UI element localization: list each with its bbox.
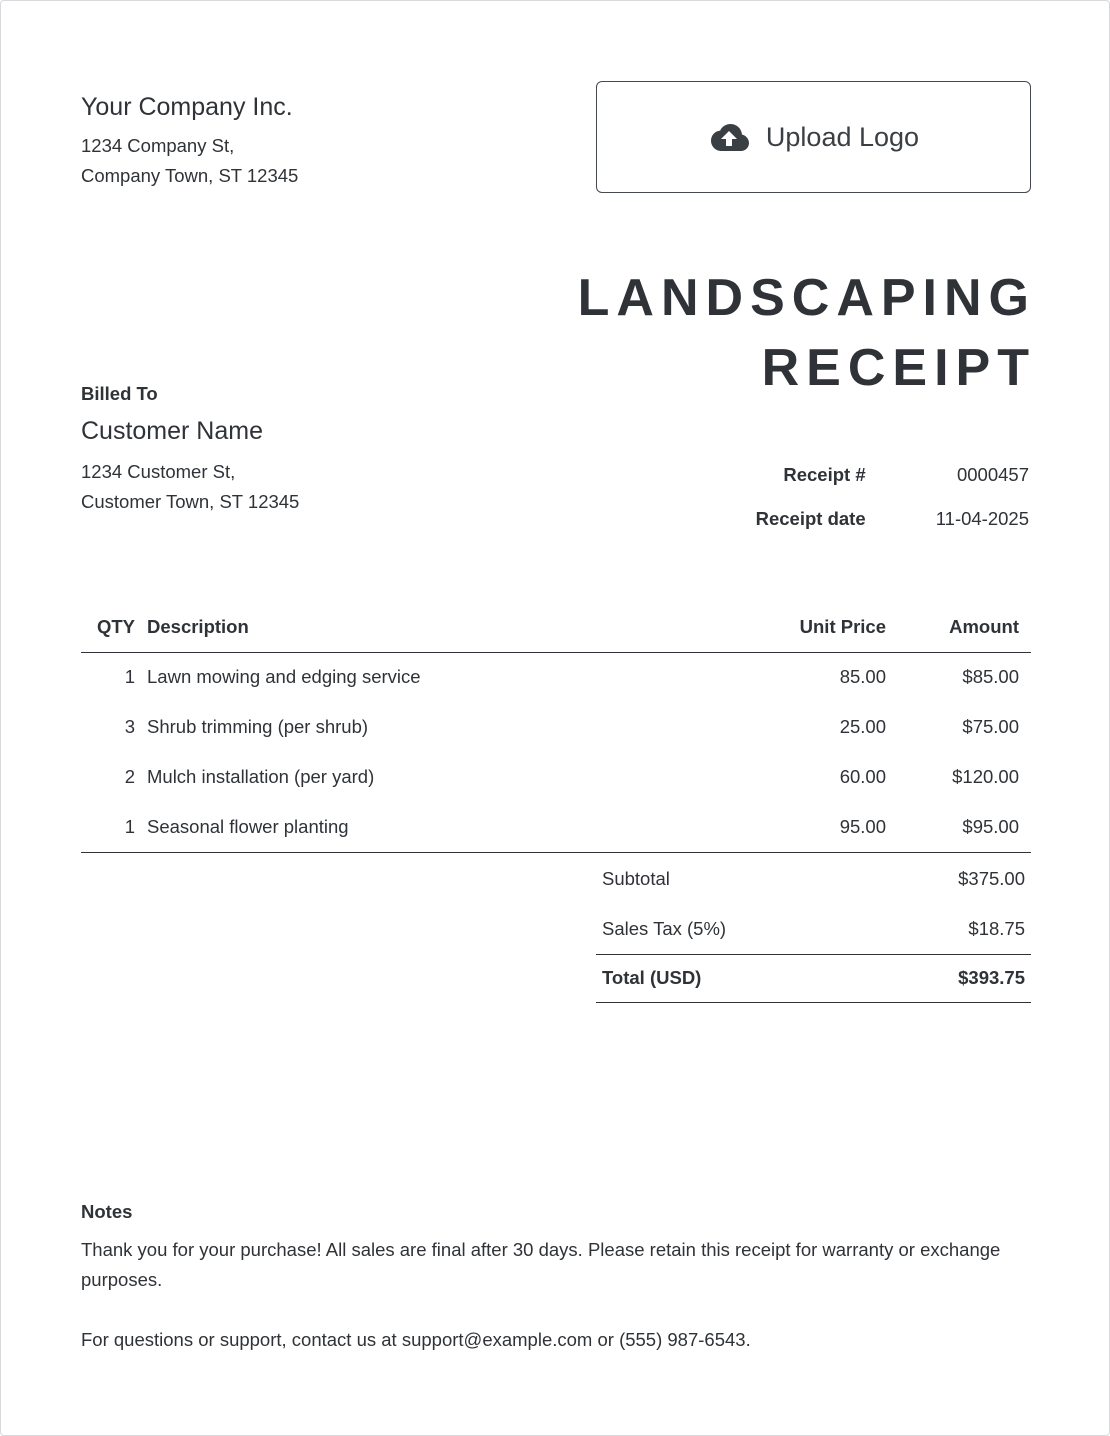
row-amount: $120.00: [952, 766, 1019, 787]
customer-name: Customer Name: [81, 417, 263, 445]
notes-contact: For questions or support, contact us at support@example.com or (555) 987-6543.: [81, 1329, 751, 1350]
row-amount: $75.00: [962, 716, 1019, 737]
customer-address: [81, 457, 501, 517]
amount-header: Amount: [886, 603, 1031, 652]
title-line1: LANDSCAPING: [577, 269, 1036, 327]
notes-title: Notes: [81, 1201, 133, 1222]
company-address-line2: Company Town, ST 12345: [81, 165, 299, 186]
tax-value: $18.75: [968, 917, 1025, 939]
subtotal-label: Subtotal: [602, 868, 670, 889]
row-unit-price: 60.00: [839, 766, 886, 787]
total-row: [596, 954, 1031, 1002]
row-description: Seasonal flower planting: [147, 802, 726, 852]
row-qty: 1: [124, 666, 135, 688]
subtotal-row: [596, 854, 1031, 904]
receipt-date-label: Receipt date: [755, 508, 866, 529]
unit-price-header: Unit Price: [726, 603, 886, 652]
upload-logo-label: Upload Logo: [765, 121, 920, 152]
row-description: Mulch installation (per yard): [147, 766, 375, 787]
qty-header: QTY: [81, 603, 147, 652]
receipt-number-value: 0000457: [956, 464, 1029, 485]
description-header: Description: [147, 603, 726, 652]
row-amount: $95.00: [886, 802, 1031, 852]
upload-logo-button[interactable]: [596, 81, 1031, 193]
row-unit-price: 85.00: [839, 666, 886, 688]
table-header-row: [81, 603, 1031, 652]
title-line2: RECEIPT: [761, 339, 1036, 397]
totals-table: [596, 854, 1031, 1003]
subtotal-value: $375.00: [958, 868, 1025, 889]
receipt-number-row: [689, 453, 1029, 497]
row-description: Shrub trimming (per shrub): [147, 716, 369, 737]
line-items-table: [81, 603, 1031, 853]
row-qty: 2: [124, 766, 135, 787]
cloud-upload-icon: [708, 121, 750, 153]
total-label: Total (USD): [596, 954, 875, 1002]
document-title: [509, 263, 1036, 403]
row-qty: 3: [124, 716, 135, 737]
notes-body: Thank you for your purchase! All sales are final after 30 days. Please retain this receipt for warranty or exchange purposes.: [81, 1239, 1001, 1290]
total-value: $393.75: [875, 954, 1031, 1002]
tax-label: Sales Tax (5%): [602, 917, 727, 939]
row-unit-price: 25.00: [839, 716, 886, 737]
row-description: Lawn mowing and edging service: [147, 666, 421, 688]
company-info: [81, 91, 501, 191]
receipt-date-row: [689, 497, 1029, 541]
company-name: Your Company Inc.: [81, 93, 293, 121]
table-row: [81, 752, 1031, 802]
table-row: [81, 802, 1031, 852]
row-qty: 1: [81, 802, 147, 852]
receipt-number-label: Receipt #: [783, 464, 866, 485]
table-row: [81, 652, 1031, 702]
receipt-meta: [689, 453, 1029, 541]
customer-address-line1: 1234 Customer St,: [81, 461, 236, 482]
receipt-date-value: 11-04-2025: [935, 508, 1029, 529]
notes-section: [81, 1201, 1031, 1355]
table-row: [81, 702, 1031, 752]
billed-to-label: Billed To: [81, 383, 158, 404]
customer-address-line2: Customer Town, ST 12345: [81, 491, 300, 512]
row-unit-price: 95.00: [726, 802, 886, 852]
row-amount: $85.00: [962, 666, 1019, 688]
company-address: [81, 131, 501, 191]
tax-row: [596, 904, 1031, 954]
company-address-line1: 1234 Company St,: [81, 135, 235, 156]
billed-to-section: [81, 383, 501, 517]
